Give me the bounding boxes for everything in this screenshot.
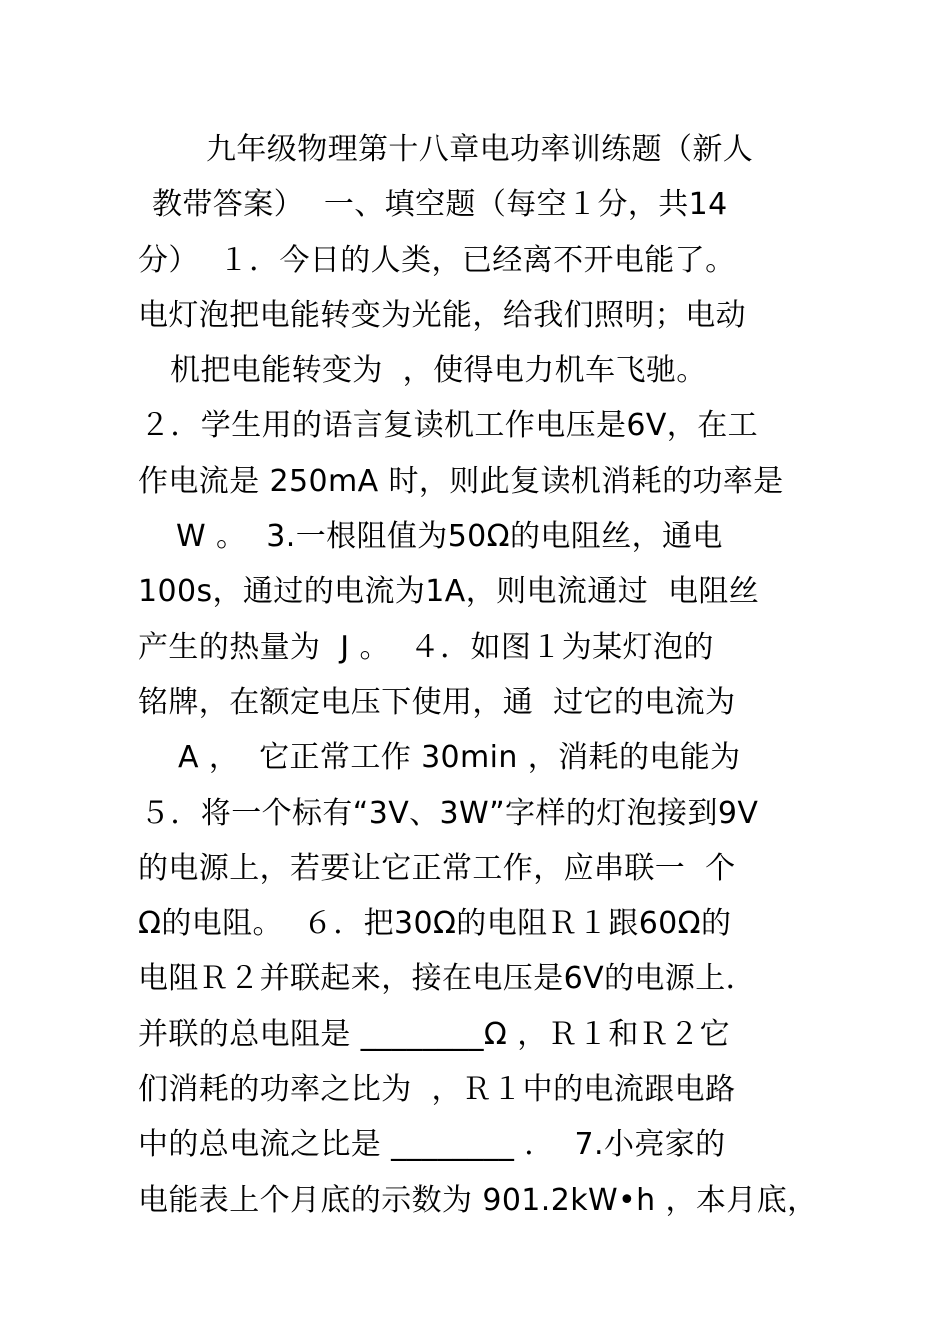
text-line: 100s，通过的电流为1A，则电流通过 电阻丝 bbox=[138, 574, 760, 610]
text-line: 产生的热量为 J 。 ４．如图１为某灯泡的 bbox=[138, 629, 714, 665]
text-line: 们消耗的功率之比为 ，Ｒ１中的电流跟电路 bbox=[138, 1072, 736, 1108]
text-line: 并联的总电阻是 ________Ω ，Ｒ１和Ｒ２它 bbox=[138, 1016, 730, 1052]
text-line: A ， 它正常工作 30min ，消耗的电能为 bbox=[178, 740, 741, 776]
text-line: 作电流是 250mA 时，则此复读机消耗的功率是 bbox=[138, 463, 784, 499]
text-line: 的电源上，若要让它正常工作，应串联一 个 bbox=[138, 850, 736, 886]
text-line: ５．将一个标有“3V、3W”字样的灯泡接到9V bbox=[140, 795, 759, 831]
text-line: Ω的电阻。 ６．把30Ω的电阻Ｒ１跟60Ω的 bbox=[138, 906, 732, 942]
document-body bbox=[0, 122, 950, 1228]
text-line: W 。 3.一根阻值为50Ω的电阻丝，通电 bbox=[176, 519, 723, 555]
text-line: 铭牌，在额定电压下使用，通 过它的电流为 bbox=[138, 684, 736, 720]
text-line: 机把电能转变为 ，使得电力机车飞驰。 bbox=[170, 353, 707, 389]
text-line: 电灯泡把电能转变为光能，给我们照明；电动 bbox=[138, 297, 746, 333]
text-line: ２．学生用的语言复读机工作电压是6V，在工 bbox=[140, 408, 759, 444]
text-line: 中的总电流之比是 ________ ． 7.小亮家的 bbox=[138, 1127, 726, 1163]
text-line: 电阻Ｒ２并联起来，接在电压是6V的电源上． bbox=[138, 961, 757, 997]
title-line-1: 九年级物理第十八章电功率训练题（新人 bbox=[206, 132, 754, 167]
text-line: 电能表上个月底的示数为 901.2kW•h ，本月底， bbox=[138, 1182, 818, 1218]
title-line-2: 教带答案） 一、填空题（每空１分，共14 bbox=[152, 187, 728, 223]
text-line: 分） １．今日的人类，已经离不开电能了。 bbox=[138, 242, 736, 278]
